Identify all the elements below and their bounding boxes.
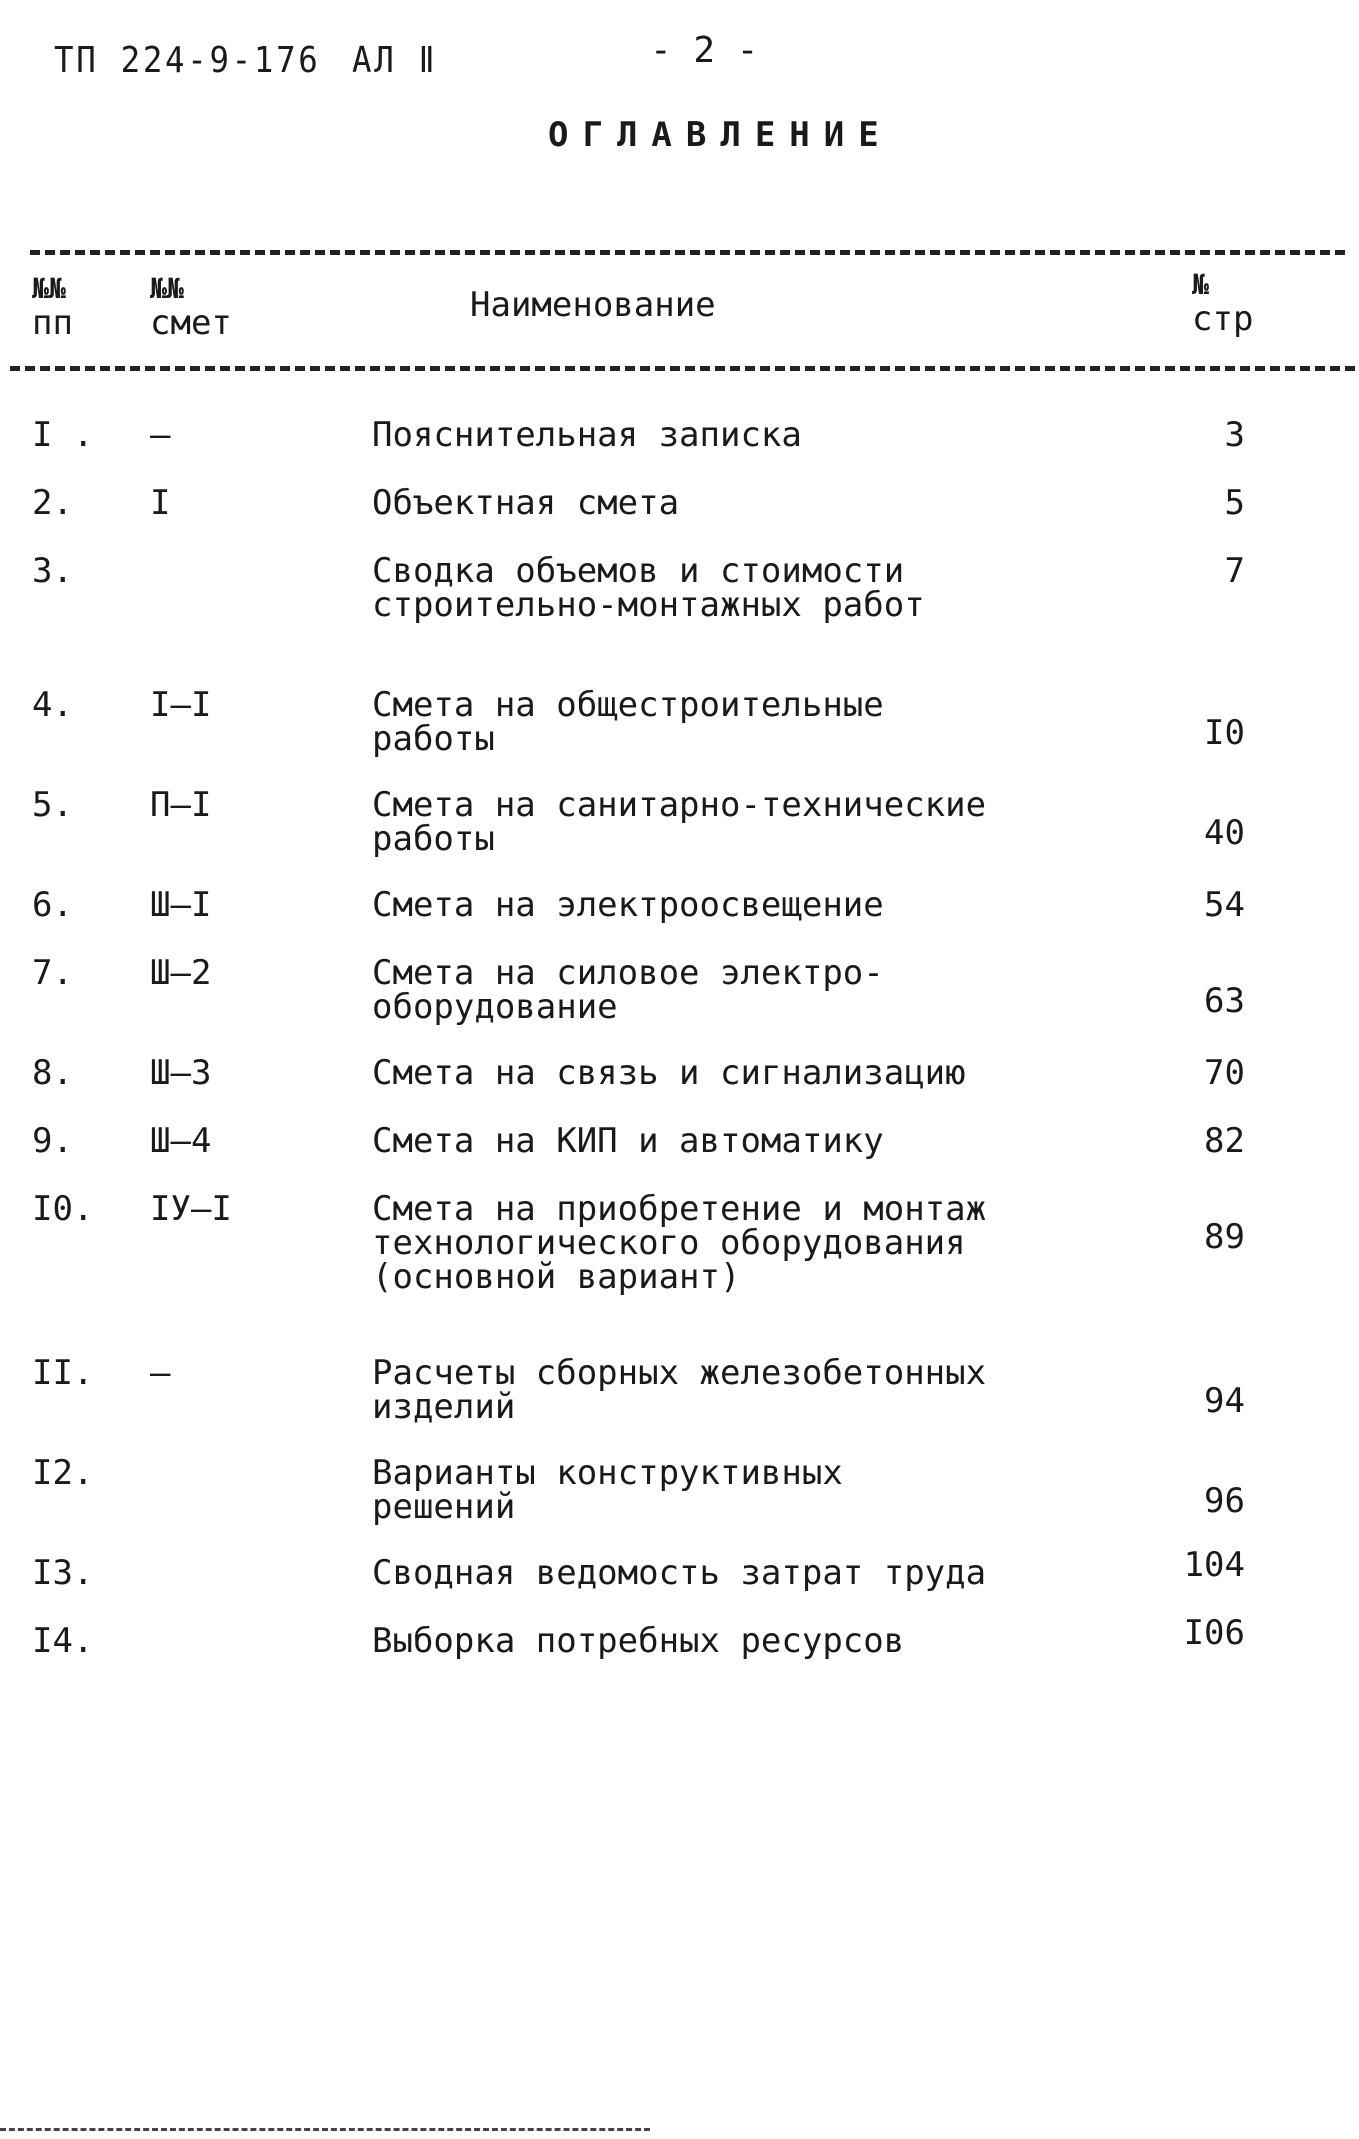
col-header-page-line1: № (1192, 268, 1209, 301)
row-title-line: Смета на КИП и автоматику (372, 1121, 884, 1161)
row-number: 5. (32, 785, 73, 825)
row-estimate-number: IУ–I (150, 1189, 232, 1229)
col-header-number-line2: пп (32, 303, 73, 343)
row-estimate-number: П–I (150, 785, 212, 825)
row-title-line: Варианты конструктивных (372, 1453, 843, 1493)
row-number: 8. (32, 1053, 73, 1093)
col-header-estimate (150, 272, 232, 343)
row-estimate-number: I (150, 483, 171, 523)
row-page-number: 3 (1224, 415, 1245, 455)
row-number: 9. (32, 1121, 73, 1161)
row-title-line: Сводная ведомость затрат труда (372, 1553, 987, 1593)
row-estimate-number: Ш–3 (150, 1053, 212, 1093)
row-title-line: работы (372, 819, 495, 859)
col-header-name: Наименование (470, 285, 716, 325)
row-title-line: решений (372, 1487, 516, 1527)
row-title-line: Смета на связь и сигнализацию (372, 1053, 966, 1093)
row-title (372, 1189, 987, 1297)
col-header-estimate-line2: смет (150, 303, 232, 343)
row-page-number: 94 (1204, 1381, 1245, 1421)
row-title-line: Выборка потребных ресурсов (372, 1621, 905, 1661)
row-page-number: 5 (1224, 483, 1245, 523)
row-title-line: Смета на силовое электро- (372, 953, 884, 993)
row-number: 3. (32, 551, 73, 591)
row-title-line: Смета на общестроительные (372, 685, 884, 725)
row-estimate-number: Ш–I (150, 885, 212, 925)
row-title (372, 551, 925, 625)
row-estimate-number: Ш–4 (150, 1121, 212, 1161)
col-header-number (32, 272, 73, 343)
album-number: АЛ Ⅱ (352, 40, 438, 81)
row-estimate-number: Ш–2 (150, 953, 212, 993)
row-title (372, 785, 987, 859)
row-page-number: I0 (1204, 713, 1245, 753)
row-title-line: (основной вариант) (372, 1257, 741, 1297)
row-title (372, 483, 680, 523)
page-title: ОГЛАВЛЕНИЕ (548, 115, 893, 155)
row-title (372, 1453, 843, 1527)
page-number: - 2 - (650, 30, 759, 71)
row-title-line: работы (372, 719, 495, 759)
row-estimate-number: – (150, 415, 171, 455)
col-header-number-line1: №№ (32, 272, 66, 305)
row-title-line: Смета на приобретение и монтаж (372, 1189, 987, 1229)
row-title (372, 1053, 966, 1093)
row-title-line: Смета на санитарно-технические (372, 785, 987, 825)
row-title-line: Смета на электроосвещение (372, 885, 884, 925)
row-page-number: 104 (1183, 1545, 1245, 1585)
row-title-line: Расчеты сборных железобетонных (372, 1353, 987, 1393)
row-title (372, 953, 884, 1027)
col-header-page (1192, 268, 1254, 339)
row-title-line: технологического оборудования (372, 1223, 966, 1263)
row-number: I2. (32, 1453, 94, 1493)
row-page-number: 7 (1224, 551, 1245, 591)
row-number: I4. (32, 1621, 94, 1661)
row-number: II. (32, 1353, 94, 1393)
row-number: 6. (32, 885, 73, 925)
footer-rule (0, 2128, 650, 2131)
row-estimate-number: – (150, 1353, 171, 1393)
col-header-page-line2: стр (1192, 299, 1254, 339)
row-page-number: 89 (1204, 1217, 1245, 1257)
row-title (372, 885, 884, 925)
row-title-line: изделий (372, 1387, 516, 1427)
row-title-line: Сводка объемов и стоимости (372, 551, 905, 591)
row-title (372, 1121, 884, 1161)
header-bottom-rule (10, 366, 1355, 371)
row-title (372, 1553, 987, 1593)
header-top-rule (30, 250, 1345, 255)
row-number: 7. (32, 953, 73, 993)
row-page-number: 82 (1204, 1121, 1245, 1161)
row-number: 2. (32, 483, 73, 523)
row-estimate-number: I–I (150, 685, 212, 725)
row-title (372, 685, 884, 759)
row-number: I3. (32, 1553, 94, 1593)
row-title-line: строительно-монтажных работ (372, 585, 925, 625)
row-page-number: 70 (1204, 1053, 1245, 1093)
row-title-line: Объектная смета (372, 483, 680, 523)
row-title (372, 1353, 987, 1427)
row-page-number: 40 (1204, 813, 1245, 853)
row-page-number: 63 (1204, 981, 1245, 1021)
row-number: I0. (32, 1189, 94, 1229)
row-page-number: 96 (1204, 1481, 1245, 1521)
col-header-estimate-line1: №№ (150, 272, 184, 305)
row-title (372, 1621, 905, 1661)
row-title-line: оборудование (372, 987, 618, 1027)
document-code: ТП 224-9-176 (54, 40, 321, 81)
row-page-number: I06 (1183, 1613, 1245, 1653)
row-title (372, 415, 802, 455)
row-title-line: Пояснительная записка (372, 415, 802, 455)
row-page-number: 54 (1204, 885, 1245, 925)
row-number: 4. (32, 685, 73, 725)
row-number: I . (32, 415, 94, 455)
